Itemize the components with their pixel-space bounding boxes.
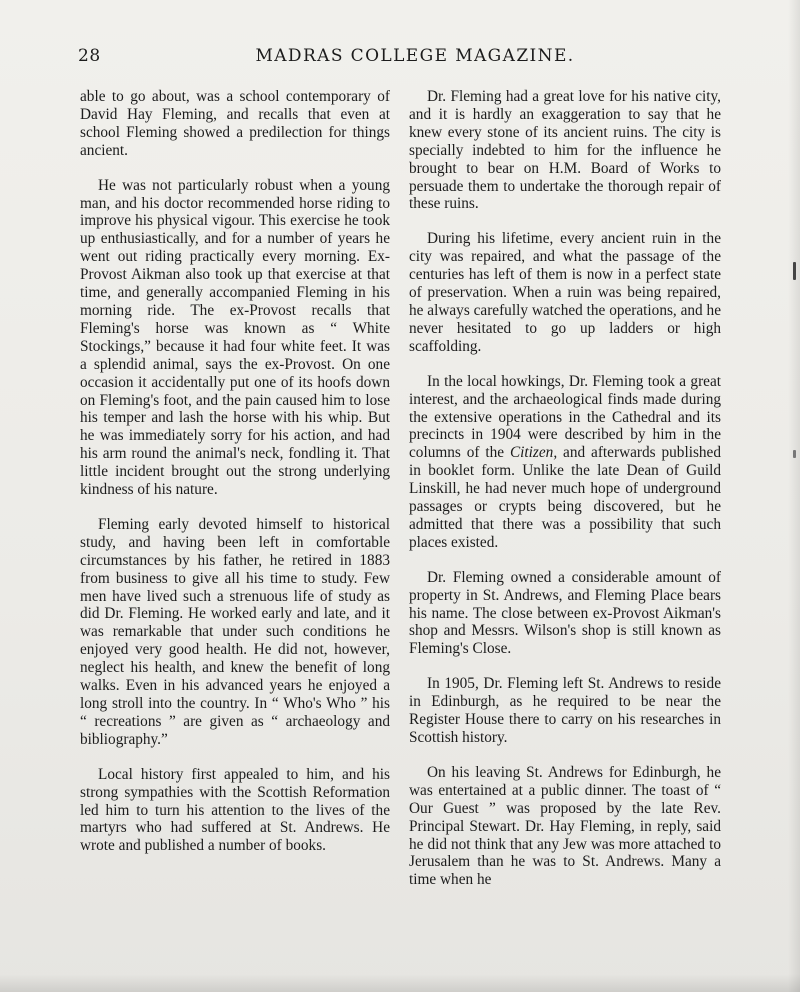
paragraph-continued: able to go about, was a school contemporary of David Hay Fleming, and recalls that even at school Fleming showed a predilection for things ancient.: [80, 88, 390, 159]
page-spine-shadow: [788, 0, 800, 992]
paragraph-edinburgh: In 1905, Dr. Fleming left St. Andrews to reside in Edinburgh, as he required to be near the Register House there to carry on his researches in Scottish history.: [409, 675, 721, 746]
citizen-newspaper-title: Citizen,: [509, 444, 558, 462]
howkings-text-end: and afterwards published in booklet form. Unlike the late Dean of Guild Linskill, he had never much hope of underground passages or crypts being discovered, but he admitted that there was a possibility that such places existed.: [409, 444, 721, 551]
paragraph-property: Dr. Fleming owned a considerable amount of property in St. Andrews, and Fleming Place bears his name. The close between ex-Provost Aikman's shop and Messrs. Wilson's shop is still known as Fleming's Close.: [409, 568, 721, 658]
paragraph-historical-study: Fleming early devoted himself to historical study, and having been left in comfortable circumstances by his father, he retired in 1883 from business to give all his time to study. Few men have lived such a strenuous life of study as did Dr. Fleming. He worked early and late, and it was remarkable that under such conditions he enjoyed very good health. He did not, however, neglect his health, and knew the benefit of long walks. Even in his advanced years he enjoyed a long stroll into the country. In “ Who's Who ” his “ recreations ” are given as “ archaeology and bibliography.”: [80, 515, 390, 748]
page-number: 28: [78, 46, 101, 66]
howkings-text-start: In the local howkings, Dr. Fleming took a great interest, and the archaeological finds made during the extensive operations in the Cathedral and its precincts in 1904 were described by him in the columns of the: [409, 372, 721, 462]
page-header: [78, 46, 728, 74]
paragraph-native-city: Dr. Fleming had a great love for his native city, and it is hardly an exaggeration to say that he knew every stone of its ancient ruins. The city is specially indebted to him for the influence he brought to bear on H.M. Board of Works to persuade them to undertake the thorough repair of these ruins.: [409, 88, 721, 213]
binding-mark: [793, 262, 796, 280]
page-bottom-edge: [0, 974, 800, 992]
paragraph-horse-riding: He was not particularly robust when a young man, and his doctor recommended horse riding to improve his physical vigour. This exercise he took up enthusiastically, and for a number of years he went out riding practically every morning. Ex-Provost Aikman also took up that exercise at that time, and generally accompanied Fleming in his morning ride. The ex-Provost recalls that Fleming's horse was known as “ White Stockings,” because it had four white feet. It was a splendid animal, says the ex-Provost. On one occasion it accidentally put one of its hoofs down on Fleming's foot, and the pain caused him to lose his temper and lash the horse with his whip. But he was immediately sorry for his action, and had his arm round the animal's neck, fondling it. That little incident brought out the strong underlying kindness of his nature.: [80, 176, 390, 499]
running-title: MADRAS COLLEGE MAGAZINE.: [255, 46, 575, 66]
paragraph-public-dinner: On his leaving St. Andrews for Edinburgh, he was entertained at a public dinner. The toast of “ Our Guest ” was proposed by the late Rev. Principal Stewart. Dr. Hay Fleming, in reply, said he did not think that any Jew was more attached to Jerusalem than he was to St. Andrews. Many a time when he: [409, 763, 721, 889]
left-column: [80, 88, 390, 872]
right-column: [409, 88, 721, 907]
paragraph-howkings: [409, 373, 721, 552]
paragraph-ruins-repaired: During his lifetime, every ancient ruin in the city was repaired, and what the passage of the centuries has left of them is now in a perfect state of preservation. When a ruin was being repaired, he always carefully watched the operations, and he never hesitated to go up ladders or high scaffolding.: [409, 230, 721, 355]
paragraph-local-history: Local history first appealed to him, and his strong sympathies with the Scottish Reformation led him to turn his attention to the lives of the martyrs who had suffered at St. Andrews. He wrote and published a number of books.: [80, 765, 390, 855]
binding-mark-small: [793, 450, 796, 458]
